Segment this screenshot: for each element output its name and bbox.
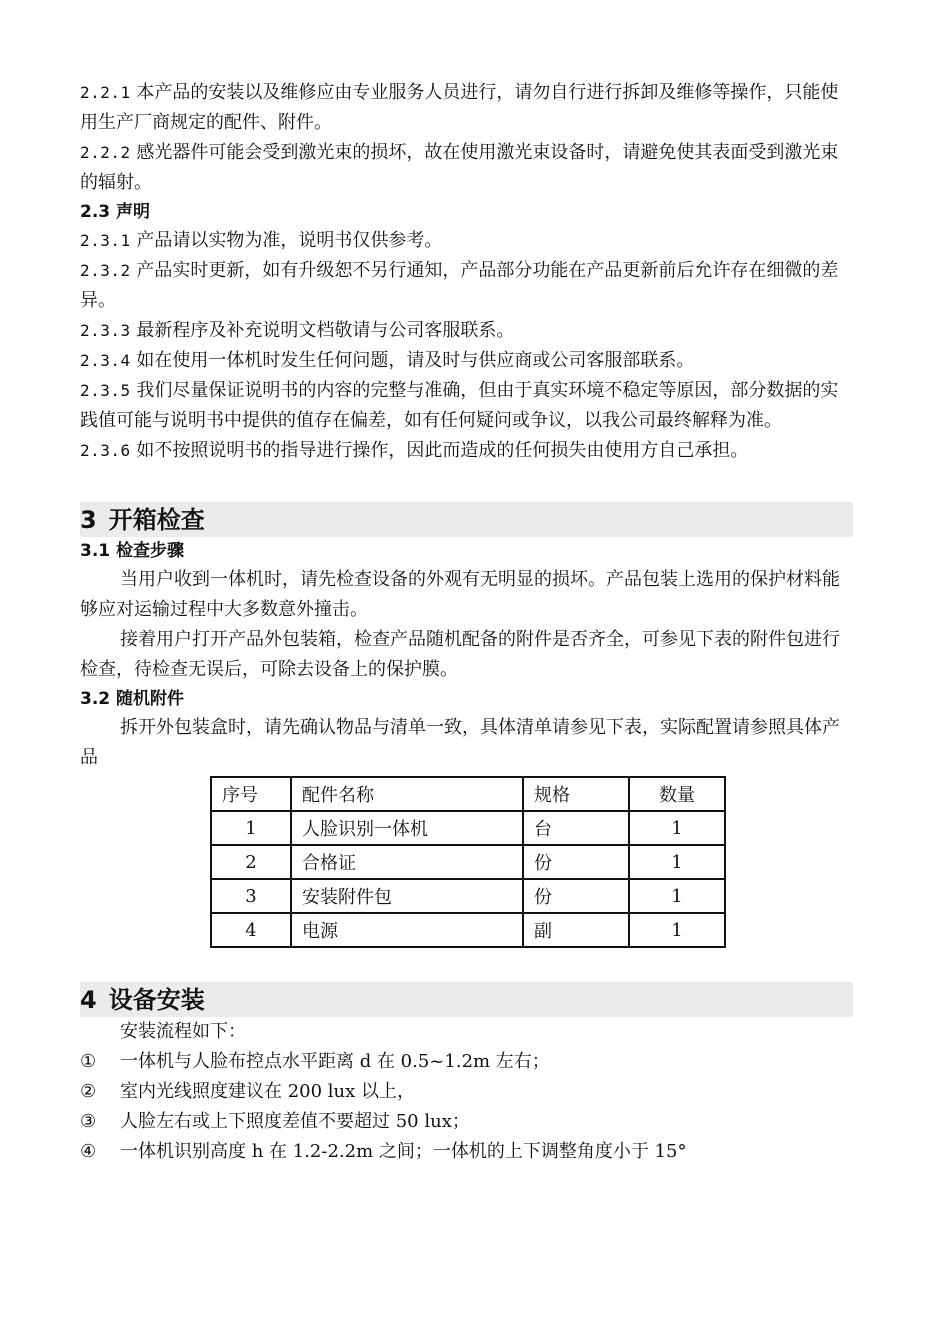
table-cell: 安装附件包 bbox=[291, 879, 523, 913]
paragraph-2-3-1 bbox=[80, 226, 853, 256]
section-number: 3 bbox=[80, 506, 97, 534]
clause-text: 感光器件可能会受到激光束的损坏，故在使用激光束设备时，请避免使其表面受到激光束的辐射。 bbox=[80, 142, 839, 193]
clause-number: 2.2.2 bbox=[80, 143, 131, 162]
paragraph-3-1-b: 接着用户打开产品外包装箱，检查产品随机配备的附件是否齐全，可参见下表的附件包进行检查，待检查无误后，可除去设备上的保护膜。 bbox=[80, 629, 840, 680]
table-header-cell: 配件名称 bbox=[291, 777, 523, 811]
section-title: 设备安装 bbox=[108, 986, 205, 1014]
clause-number: 2.3.6 bbox=[80, 441, 131, 460]
clause-text: 如在使用一体机时发生任何问题，请及时与供应商或公司客服部联系。 bbox=[136, 350, 695, 371]
table-cell: 电源 bbox=[291, 913, 523, 947]
table-cell: 1 bbox=[629, 879, 725, 913]
step-marker: ③ bbox=[80, 1111, 97, 1132]
clause-text: 产品请以实物为准，说明书仅供参考。 bbox=[136, 230, 443, 251]
table-cell: 份 bbox=[523, 879, 629, 913]
table-cell: 人脸识别一体机 bbox=[291, 811, 523, 845]
clause-text: 本产品的安装以及维修应由专业服务人员进行，请勿自行进行拆卸及维修等操作，只能使用生产厂商规定的配件、附件。 bbox=[80, 82, 839, 133]
table-row bbox=[211, 879, 725, 913]
install-intro: 安装流程如下： bbox=[120, 1021, 246, 1042]
paragraph-2-2-2 bbox=[80, 138, 853, 198]
clause-number: 2.2.1 bbox=[80, 83, 131, 102]
accessories-table bbox=[210, 776, 726, 948]
document-page bbox=[80, 78, 853, 1167]
heading-3-1: 3.1 检查步骤 bbox=[80, 541, 185, 561]
section-title: 开箱检查 bbox=[108, 506, 205, 534]
install-step bbox=[80, 1107, 853, 1137]
step-marker: ④ bbox=[80, 1141, 97, 1162]
table-cell: 份 bbox=[523, 845, 629, 879]
clause-text: 我们尽量保证说明书的内容的完整与准确，但由于真实环境不稳定等原因，部分数据的实践值可能与说明书中提供的值存在偏差，如有任何疑问或争议，以我公司最终解释为准。 bbox=[80, 380, 839, 431]
clause-text: 最新程序及补充说明文档敬请与公司客服联系。 bbox=[136, 320, 515, 341]
paragraph-2-3-2 bbox=[80, 256, 853, 316]
clause-number: 2.3.1 bbox=[80, 231, 131, 250]
install-step bbox=[80, 1077, 853, 1107]
table-header-cell: 规格 bbox=[523, 777, 629, 811]
paragraph-2-3-4 bbox=[80, 346, 853, 376]
table-cell: 2 bbox=[211, 845, 291, 879]
table-cell: 台 bbox=[523, 811, 629, 845]
table-cell: 合格证 bbox=[291, 845, 523, 879]
clause-text: 产品实时更新，如有升级恕不另行通知，产品部分功能在产品更新前后允许存在细微的差异。 bbox=[80, 260, 839, 311]
section-4-heading bbox=[80, 982, 853, 1017]
paragraph-3-1-a: 当用户收到一体机时，请先检查设备的外观有无明显的损坏。产品包装上选用的保护材料能够应对运输过程中大多数意外撞击。 bbox=[80, 569, 840, 620]
install-step bbox=[80, 1047, 853, 1077]
clause-number: 2.3.5 bbox=[80, 381, 131, 400]
paragraph-2-2-1 bbox=[80, 78, 853, 138]
table-cell: 副 bbox=[523, 913, 629, 947]
step-text: 一体机与人脸布控点水平距离 d 在 0.5~1.2m 左右； bbox=[120, 1051, 550, 1072]
table-cell: 1 bbox=[629, 845, 725, 879]
table-header-row bbox=[211, 777, 725, 811]
table-row bbox=[211, 811, 725, 845]
step-marker: ① bbox=[80, 1051, 97, 1072]
install-step bbox=[80, 1137, 853, 1167]
clause-text: 如不按照说明书的指导进行操作，因此而造成的任何损失由使用方自己承担。 bbox=[136, 440, 749, 461]
table-cell: 1 bbox=[629, 811, 725, 845]
table-header-cell: 数量 bbox=[629, 777, 725, 811]
clause-number: 2.3.2 bbox=[80, 261, 131, 280]
section-3-heading bbox=[80, 502, 853, 537]
table-cell: 3 bbox=[211, 879, 291, 913]
paragraph-3-2: 拆开外包装盒时，请先确认物品与清单一致，具体清单请参见下表，实际配置请参照具体产品 bbox=[80, 717, 840, 768]
table-cell: 1 bbox=[211, 811, 291, 845]
step-marker: ② bbox=[80, 1081, 97, 1102]
table-cell: 4 bbox=[211, 913, 291, 947]
table-cell: 1 bbox=[629, 913, 725, 947]
table-header-cell: 序号 bbox=[211, 777, 291, 811]
table-row bbox=[211, 913, 725, 947]
table-row bbox=[211, 845, 725, 879]
step-text: 一体机识别高度 h 在 1.2-2.2m 之间；一体机的上下调整角度小于 15° bbox=[120, 1141, 687, 1162]
paragraph-2-3-6 bbox=[80, 436, 853, 466]
heading-2-3: 2.3 声明 bbox=[80, 202, 151, 222]
step-text: 室内光线照度建议在 200 lux 以上， bbox=[120, 1081, 416, 1102]
step-text: 人脸左右或上下照度差值不要超过 50 lux； bbox=[120, 1111, 470, 1132]
heading-3-2: 3.2 随机附件 bbox=[80, 689, 185, 709]
clause-number: 2.3.3 bbox=[80, 321, 131, 340]
section-number: 4 bbox=[80, 986, 97, 1014]
paragraph-2-3-3 bbox=[80, 316, 853, 346]
paragraph-2-3-5 bbox=[80, 376, 853, 436]
clause-number: 2.3.4 bbox=[80, 351, 131, 370]
